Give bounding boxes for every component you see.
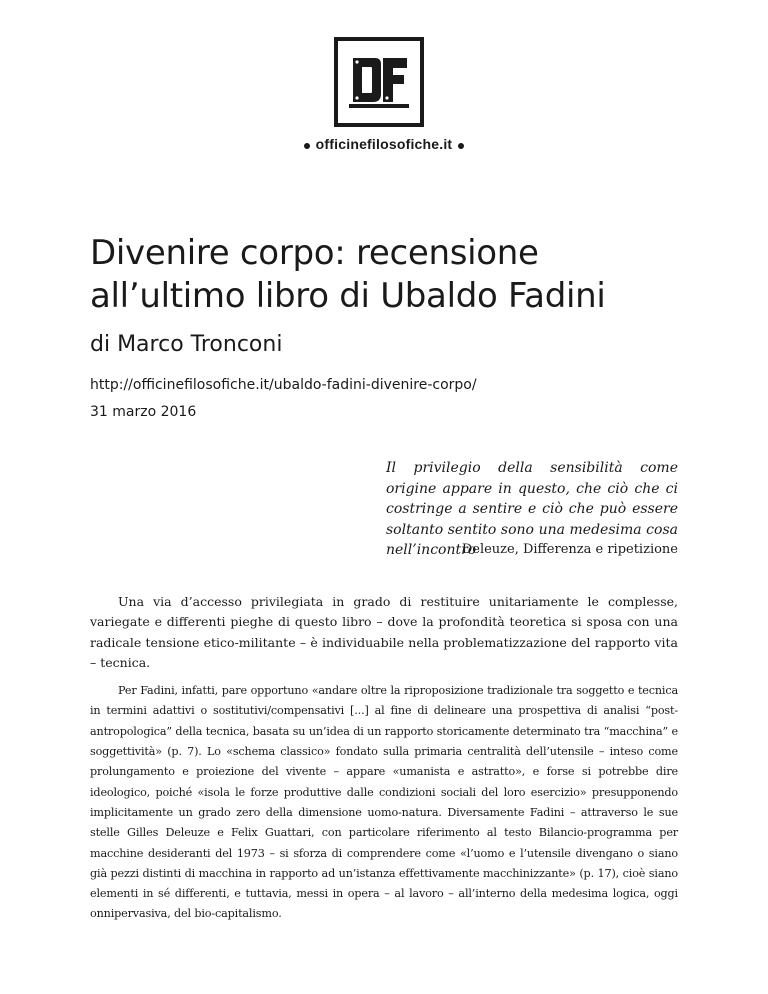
article-title: Divenire corpo: recensione all’ultimo libro di Ubaldo Fadini <box>90 233 606 316</box>
article-author: di Marco Tronconi <box>90 332 283 357</box>
of-logo-icon <box>347 50 411 114</box>
article-url[interactable]: http://officinefilosofiche.it/ubaldo-fadini-divenire-corpo/ <box>90 377 477 393</box>
body-paragraph: Per Fadini, infatti, pare opportuno «andare oltre la riproposizione tradizionale tra soggetto e tecnica in termini adattivi o sostitutivi/compensativi [...] al fine di delineare una prospettiva di analisi “post-antropologica” della tecnica, basata su un’idea di un rapporto storicamente determinato tra “macchina” e soggettività» (p. 7). Lo «schema classico» fondato sulla primaria centralità dell’utensile – inteso come prolungamento e proiezione del vivente – appare «umanista e astratto», e forse si potrebbe dire ideologico, poiché «isola le forze produttive dalle condizioni sociali del loro esercizio» presupponendo implicitamente un grado zero della dimensione uomo-natura. Diversamente Fadini – attraverso le sue stelle Gilles Deleuze e Felix Guattari, con particolare riferimento al testo Bilancio-programma per macchine desideranti del 1973 – si sforza di comprendere come «l’uomo e l’utensile divengano o siano già pezzi distinti di macchina in rapporto ad un’istanza effettivamente macchinizzante» (p. 17), cioè siano elementi in sé differenti, e tuttavia, messi in opera – al lavoro – all’interno della medesima logica, oggi onnipervasiva, del bio-capitalismo. <box>90 684 678 921</box>
body-paragraph: Una via d’accesso privilegiata in grado di restituire unitariamente le complesse, variegate e differenti pieghe di questo libro – dove la profondità teoretica si sposa con una radicale tensione etico-militante – è individuabile nella problematizzazione del rapporto vita – tecnica. <box>90 594 678 670</box>
site-name-line <box>0 136 768 152</box>
bullet-dot-icon <box>304 143 310 149</box>
epigraph-source: Deleuze, Differenza e ripetizione <box>461 542 678 557</box>
bullet-dot-icon <box>458 143 464 149</box>
site-name[interactable]: officinefilosofiche.it <box>315 136 453 152</box>
epigraph-quote: Il privilegio della sensibilità come origine appare in questo, che ciò che ci costringe a sentire e ciò che può essere soltanto sentito sono una medesima cosa nell’incontro <box>386 460 678 558</box>
article-body <box>90 592 678 933</box>
article-date: 31 marzo 2016 <box>90 404 197 420</box>
site-logo[interactable] <box>334 37 424 127</box>
